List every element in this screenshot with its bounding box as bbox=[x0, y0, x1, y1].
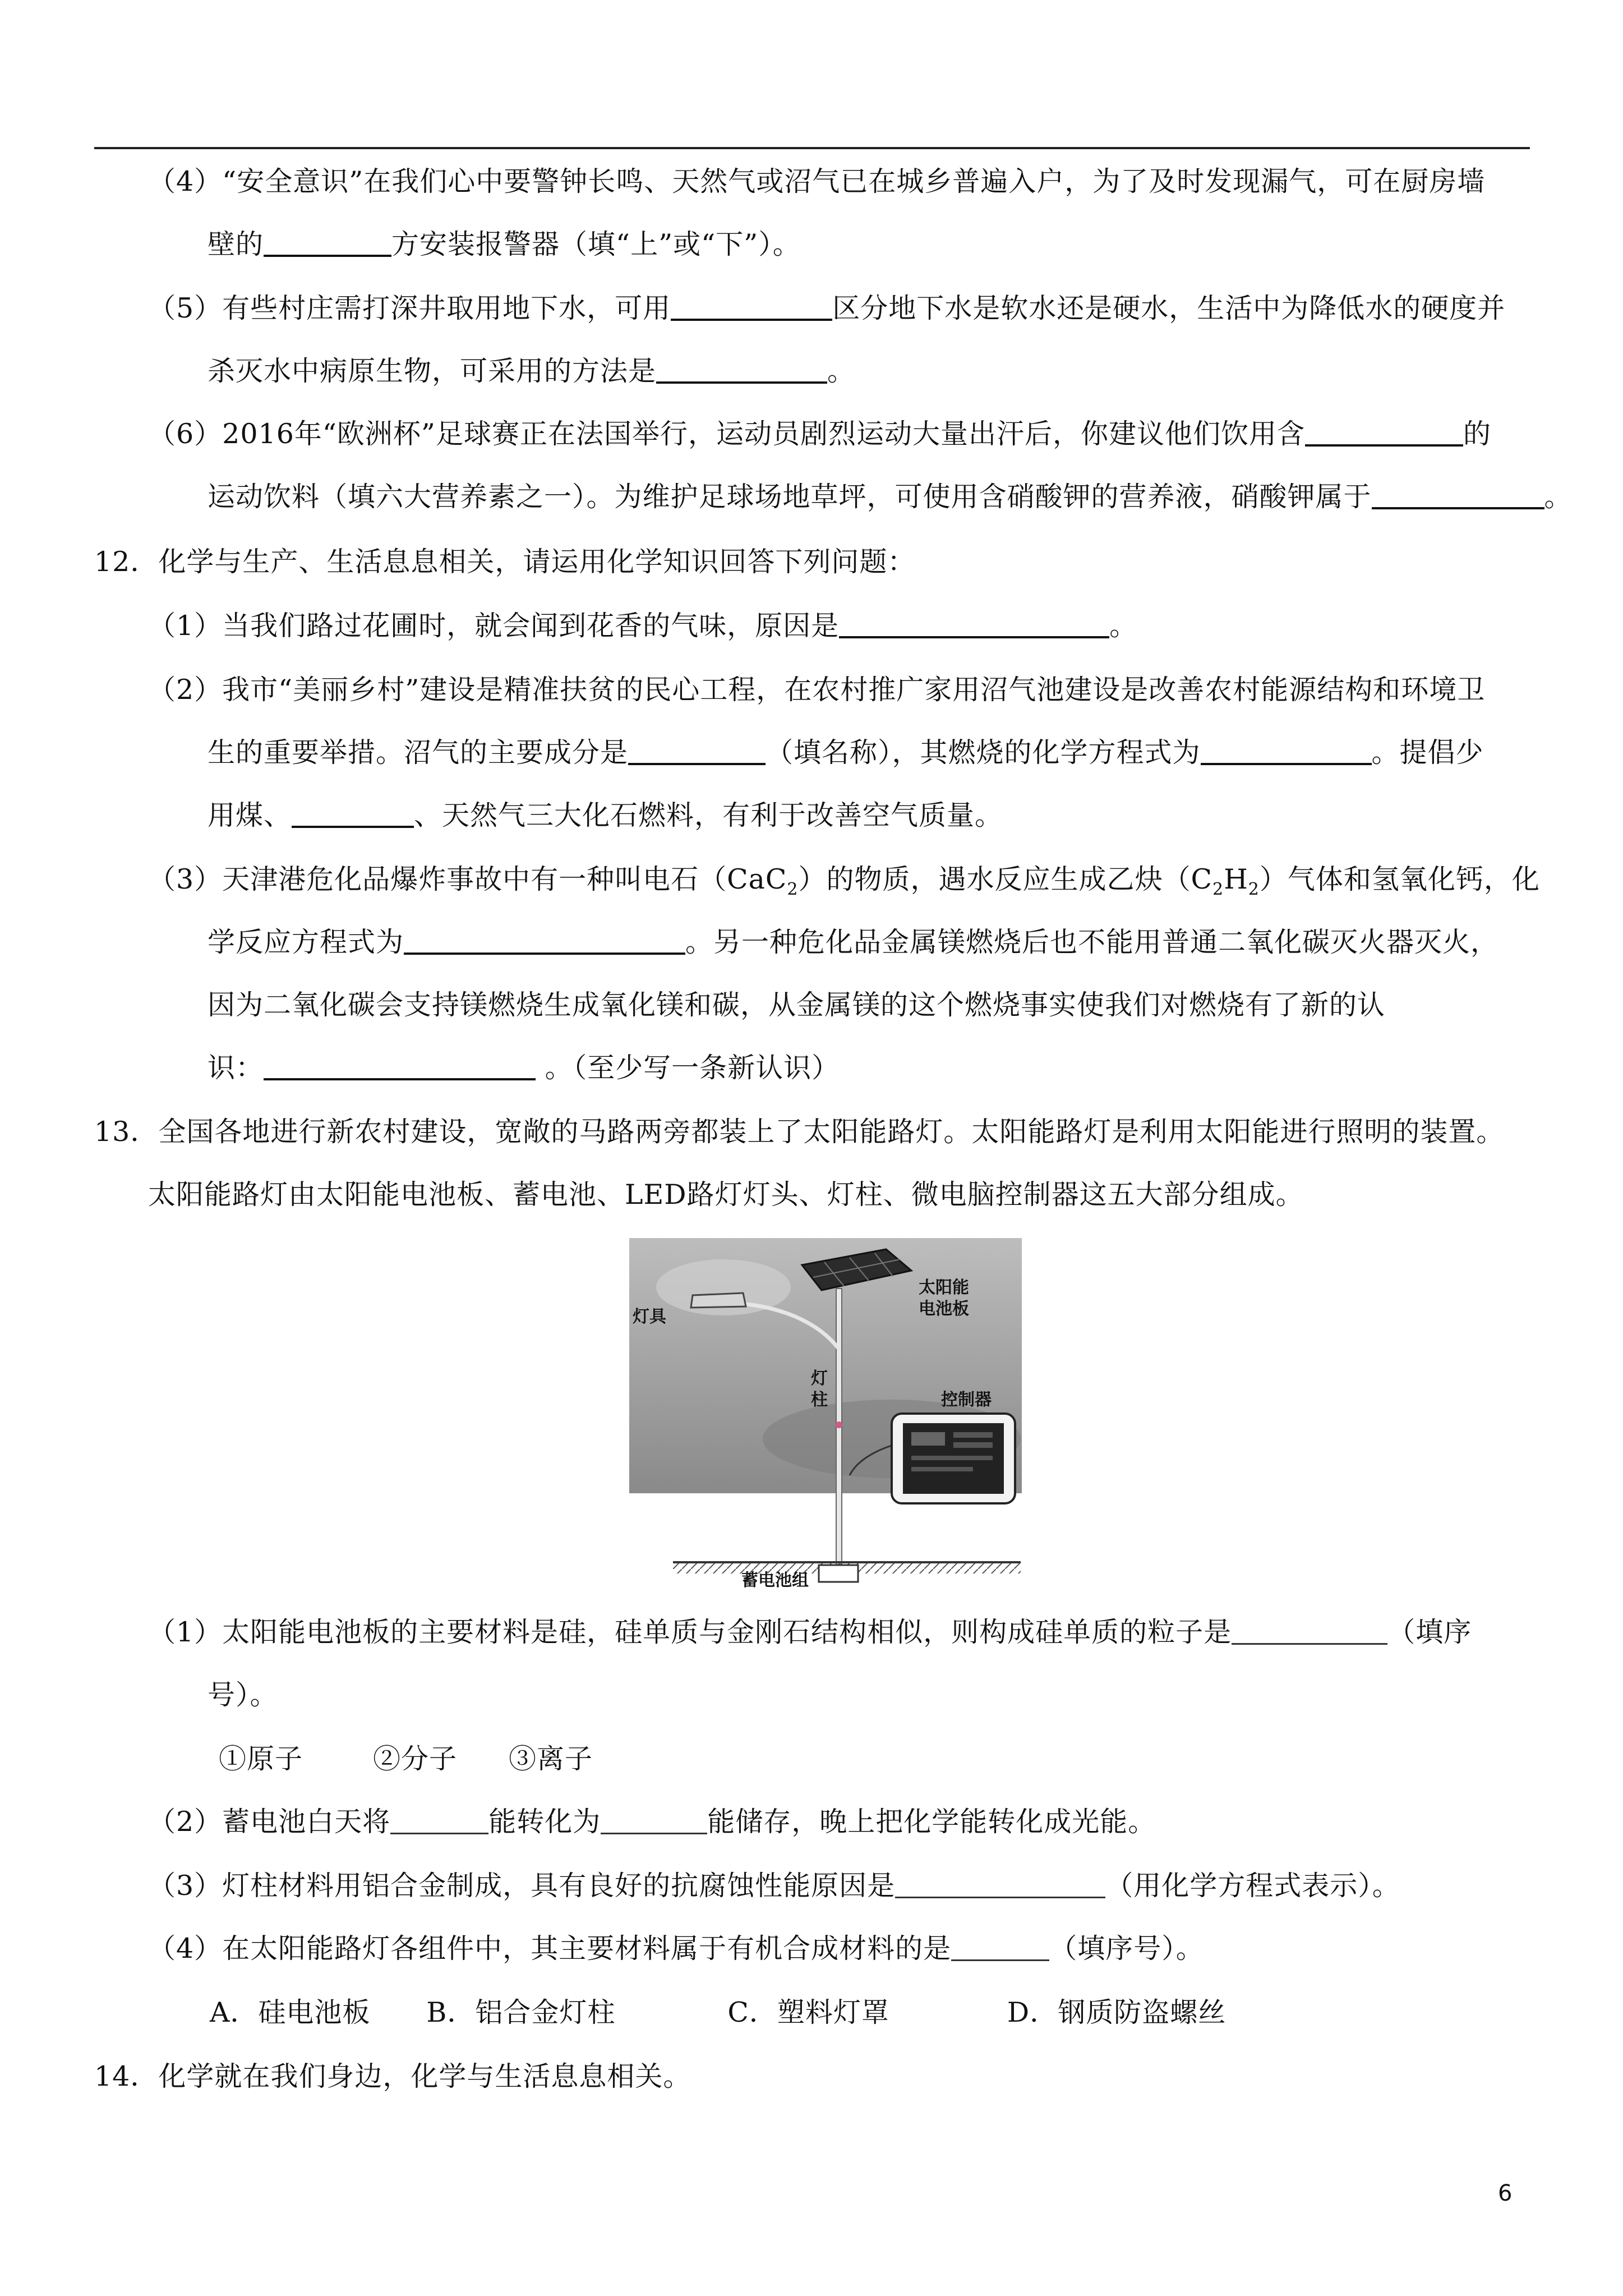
q13-stem-line1: 13．全国各地进行新农村建设，宽敞的马路两旁都装上了太阳能路灯。太阳能路灯是利用太阳能进行照明的装置。 bbox=[94, 1116, 1505, 1148]
option-c: C．塑料灯罩 bbox=[727, 1996, 889, 2028]
q12-part3-line1: （3）天津港危化品爆炸事故中有一种叫电石（CaC$_2$）的物质，遇水反应生成乙炔$(C_2H_2)$气体和氢氧化钙，化 bbox=[148, 863, 1540, 899]
q12-part3-line2: 学反应方程式为 。另一种危化品金属镁燃烧后也不能用普通二氧化碳灭火器灭火， bbox=[208, 920, 1498, 965]
label-pole-2: 柱 bbox=[811, 1390, 828, 1410]
label-pole-1: 灯 bbox=[811, 1369, 828, 1388]
q11-part6-line2: 运动饮料（填六大营养素之一）。为维护足球场地草坪，可使用含硝酸钾的营养液，硝酸钾属于 。 bbox=[208, 475, 1573, 519]
q13-part4: （4）在太阳能路灯各组件中，其主要材料属于有机合成材料的是 （填序号）。 bbox=[148, 1926, 1204, 1971]
q12-part3-blank-1[interactable] bbox=[404, 921, 685, 955]
q11-part4-line2: 壁的 方安装报警器（填“上”或“下”）。 bbox=[208, 222, 801, 267]
q12-part1-blank[interactable] bbox=[839, 605, 1109, 638]
q13-part1-blank[interactable] bbox=[1232, 1612, 1387, 1645]
q11-part5-line1: （5）有些村庄需打深井取用地下水，可用 区分地下水是软水还是硬水，生活中为降低水的硬度并 bbox=[148, 286, 1505, 331]
q12-part3-blank-2[interactable] bbox=[264, 1047, 536, 1080]
q11-part4-line1: （4）“安全意识”在我们心中要警钟长鸣、天然气或沼气已在城乡普遍入户，为了及时发现漏气，可在厨房墙 bbox=[148, 165, 1486, 197]
option-b: B．铝合金灯柱 bbox=[426, 1996, 616, 2028]
q12-part2-line2: 生的重要举措。沼气的主要成分是 （填名称），其燃烧的化学方程式为 。提倡少 bbox=[208, 730, 1484, 775]
label-panel-1: 太阳能 bbox=[919, 1278, 969, 1297]
label-lamp: 灯具 bbox=[633, 1307, 666, 1327]
q12-part3-line4: 识： 。（至少写一条新认识） bbox=[208, 1046, 840, 1091]
q12-part2-blank-1[interactable] bbox=[628, 731, 766, 765]
q12-stem: 12．化学与生产、生活息息相关，请运用化学知识回答下列问题： bbox=[94, 546, 916, 578]
q11-part5-blank-1[interactable] bbox=[671, 287, 832, 321]
label-battery: 蓄电池组 bbox=[741, 1571, 809, 1590]
q13-part2-blank-1[interactable] bbox=[390, 1801, 488, 1834]
option-1: ①原子 bbox=[219, 1743, 303, 1775]
q13-stem-line2: 太阳能路灯由太阳能电池板、蓄电池、LED路灯灯头、灯柱、微电脑控制器这五大部分组成。 bbox=[148, 1179, 1304, 1211]
q11-part4-blank[interactable] bbox=[264, 223, 391, 257]
option-2: ②分子 bbox=[373, 1743, 458, 1775]
q13-part4-options bbox=[210, 1990, 1226, 2035]
lamp-head-graphic bbox=[691, 1293, 746, 1308]
q13-part4-blank[interactable] bbox=[951, 1928, 1049, 1961]
q12-part2-line3: 用煤、 、天然气三大化石燃料，有利于改善空气质量。 bbox=[208, 793, 1003, 838]
q13-part3-blank[interactable] bbox=[895, 1865, 1105, 1898]
label-controller: 控制器 bbox=[941, 1390, 992, 1410]
header-rule bbox=[94, 147, 1530, 149]
q11-part6-blank-1[interactable] bbox=[1305, 413, 1463, 447]
q13-part1-options bbox=[219, 1737, 593, 1782]
q11-part5-line2: 杀灭水中病原生物，可采用的方法是 。 bbox=[208, 349, 855, 394]
q12-part3-line3: 因为二氧化碳会支持镁燃烧生成氧化镁和碳，从金属镁的这个燃烧事实使我们对燃烧有了新的认 bbox=[208, 989, 1386, 1021]
q11-part6-blank-2[interactable] bbox=[1372, 476, 1544, 509]
q12-part2-line1: （2）我市“美丽乡村”建设是精准扶贫的民心工程，在农村推广家用沼气池建设是改善农村能源结构和环境卫 bbox=[148, 674, 1486, 706]
q13-part2-blank-2[interactable] bbox=[601, 1801, 707, 1834]
q11-part5-blank-2[interactable] bbox=[656, 350, 827, 384]
q13-part2: （2）蓄电池白天将 能转化为 能储存，晚上把化学能转化成光能。 bbox=[148, 1800, 1156, 1844]
q12-part2-blank-3[interactable] bbox=[292, 794, 414, 828]
q13-part1-line2: 号）。 bbox=[208, 1679, 278, 1711]
label-panel-2: 电池板 bbox=[919, 1299, 969, 1319]
option-d: D．钢质防盗螺丝 bbox=[1007, 1996, 1227, 2028]
q11-part6-line1: （6）2016年“欧洲杯”足球赛正在法国举行，运动员剧烈运动大量出汗后，你建议他们饮用含 的 bbox=[148, 412, 1491, 457]
q13-part3: （3）灯柱材料用铝合金制成，具有良好的抗腐蚀性能原因是 （用化学方程式表示）。 bbox=[148, 1864, 1400, 1908]
q14-stem: 14．化学就在我们身边，化学与生活息息相关。 bbox=[94, 2060, 691, 2092]
q12-part1: （1）当我们路过花圃时，就会闻到花香的气味，原因是 。 bbox=[148, 604, 1137, 648]
option-3: ③离子 bbox=[509, 1743, 593, 1775]
q13-part1-line1: （1）太阳能电池板的主要材料是硅，硅单质与金刚石结构相似，则构成硅单质的粒子是 （填序 bbox=[148, 1610, 1472, 1655]
option-a: A．硅电池板 bbox=[210, 1996, 371, 2028]
solar-streetlight-figure bbox=[628, 1237, 1026, 1590]
q12-part2-blank-2[interactable] bbox=[1201, 731, 1372, 765]
page-number: 6 bbox=[1498, 2180, 1513, 2206]
battery-graphic bbox=[819, 1565, 858, 1582]
